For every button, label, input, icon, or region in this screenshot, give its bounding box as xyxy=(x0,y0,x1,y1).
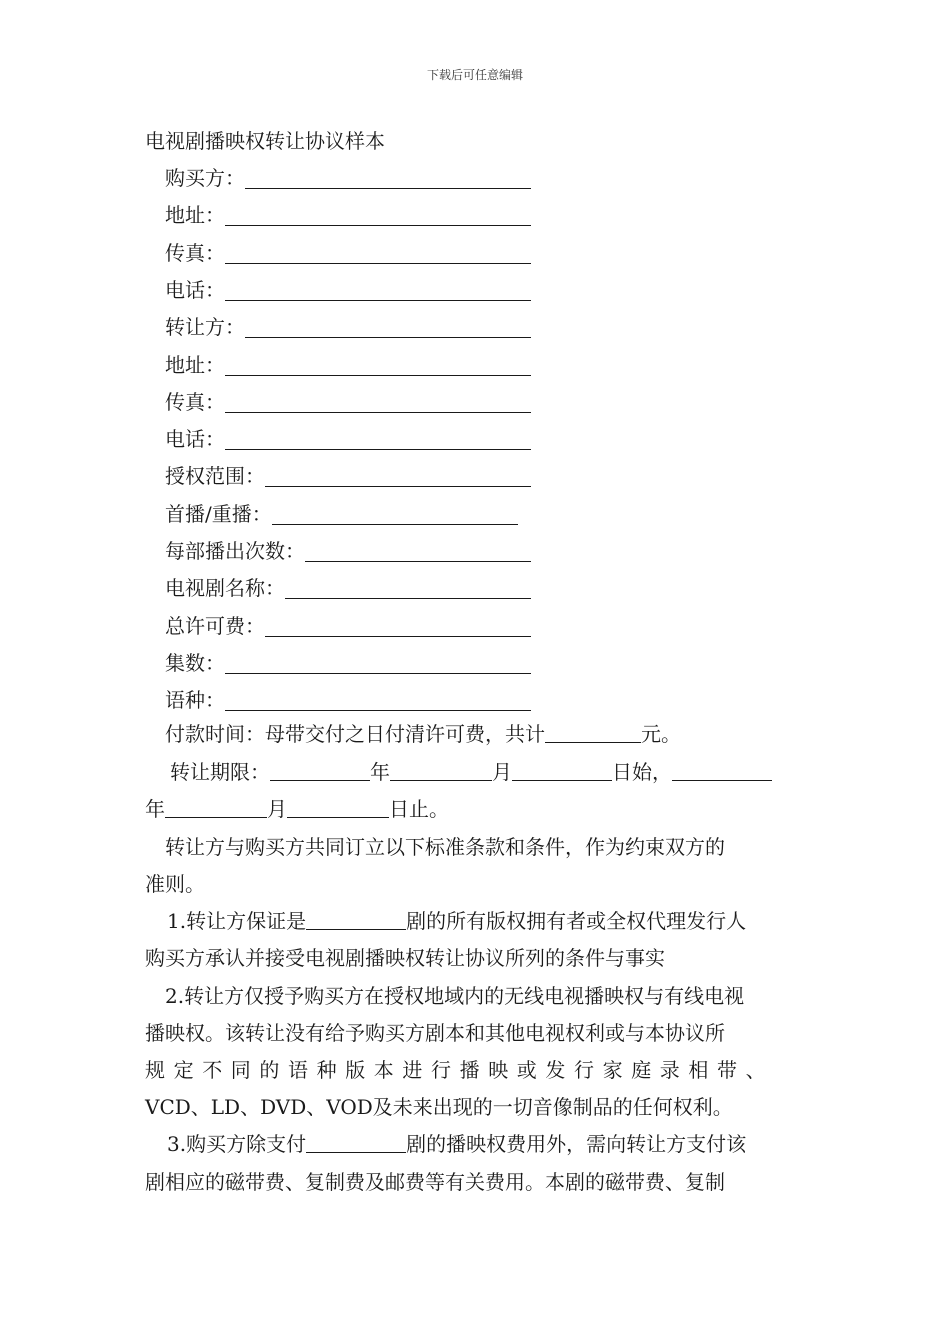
form-field-blank[interactable] xyxy=(225,392,531,413)
clause-3-text-b: 剧的播映权费用外，需向转让方支付该 xyxy=(406,1132,747,1156)
form-field-blank[interactable] xyxy=(225,355,531,376)
intro-line-1: 转让方与购买方共同订立以下标准条款和条件，作为约束双方的 xyxy=(165,835,725,859)
form-field-row xyxy=(165,349,531,378)
form-field-blank[interactable] xyxy=(285,578,531,599)
document-title: 电视剧播映权转让协议样本 xyxy=(145,129,385,153)
form-field-row xyxy=(165,237,531,266)
form-field-label: 地址： xyxy=(165,203,225,228)
form-field-label: 购买方： xyxy=(165,166,245,190)
form-field-blank[interactable] xyxy=(225,280,531,301)
clause-1-text-a: 1.转让方保证是 xyxy=(167,909,307,933)
form-field-row xyxy=(165,647,531,676)
form-field-row xyxy=(165,423,531,452)
period-month: 月 xyxy=(492,760,512,784)
form-field-label: 授权范围： xyxy=(165,464,265,489)
start-month-blank[interactable] xyxy=(390,762,492,781)
form-field-label: 首播/重播： xyxy=(165,501,272,526)
form-field-label: 每部播出次数： xyxy=(165,539,305,563)
period-label: 转让期限： xyxy=(170,760,270,784)
form-field-blank[interactable] xyxy=(265,466,531,487)
end-day-blank[interactable] xyxy=(287,799,389,818)
intro-line-2: 准则。 xyxy=(145,872,205,896)
form-field-row xyxy=(165,162,531,191)
form-field-label: 电视剧名称： xyxy=(165,576,285,601)
clause-1-blank[interactable] xyxy=(306,911,406,930)
end-month-blank[interactable] xyxy=(165,799,267,818)
clause-2-line-1: 2.转让方仅授予购买方在授权地域内的无线电视播映权与有线电视 xyxy=(165,984,745,1008)
form-field-label: 传真： xyxy=(165,389,225,414)
form-field-blank[interactable] xyxy=(245,168,531,189)
clause-2-line-3 xyxy=(145,1054,821,1083)
clause-3-blank[interactable] xyxy=(306,1134,406,1153)
form-field-blank[interactable] xyxy=(265,616,531,637)
end-year-blank[interactable] xyxy=(672,762,772,781)
payment-line xyxy=(165,718,681,747)
form-field-row xyxy=(165,311,531,340)
form-field-label: 总许可费： xyxy=(165,613,265,638)
period-year: 年 xyxy=(370,760,390,784)
form-field-label: 地址： xyxy=(165,352,225,377)
form-field-blank[interactable] xyxy=(225,429,531,450)
form-field-row xyxy=(165,610,531,639)
clause-3-line-2: 剧相应的磁带费、复制费及邮费等有关费用。本剧的磁带费、复制 xyxy=(145,1170,725,1194)
payment-amount-blank[interactable] xyxy=(545,724,641,743)
clause-3-text-a: 3.购买方除支付 xyxy=(167,1132,307,1156)
form-field-label: 集数： xyxy=(165,650,225,675)
form-field-row xyxy=(165,498,518,527)
form-field-row xyxy=(165,460,531,489)
form-field-label: 电话： xyxy=(165,427,225,452)
clause-1-line-1 xyxy=(167,905,746,934)
form-field-label: 转让方： xyxy=(165,315,245,340)
form-field-blank[interactable] xyxy=(305,541,531,562)
form-field-row xyxy=(165,274,531,303)
form-field-row xyxy=(165,199,531,228)
form-field-blank[interactable] xyxy=(225,690,531,711)
form-field-row xyxy=(165,386,531,415)
form-field-label: 电话： xyxy=(165,277,225,302)
form-field-blank[interactable] xyxy=(225,653,531,674)
start-year-blank[interactable] xyxy=(270,762,370,781)
form-field-row xyxy=(165,535,531,564)
clause-1-line-2: 购买方承认并接受电视剧播映权转让协议所列的条件与事实 xyxy=(145,946,665,970)
form-field-blank[interactable] xyxy=(225,243,531,264)
start-day-blank[interactable] xyxy=(512,762,612,781)
period-line-2 xyxy=(145,793,449,822)
form-field-row xyxy=(165,572,531,601)
period-line-1 xyxy=(170,756,772,785)
form-field-row xyxy=(165,684,531,713)
clause-2-line-4: VCD、LD、DVD、VOD及未来出现的一切音像制品的任何权利。 xyxy=(145,1095,733,1119)
period-year2: 年 xyxy=(145,797,165,821)
payment-text: 付款时间：母带交付之日付清许可费，共计 xyxy=(165,722,545,746)
clause-3-line-1 xyxy=(167,1128,746,1157)
page-header-note: 下载后可任意编辑 xyxy=(426,68,523,82)
period-month2: 月 xyxy=(267,797,287,821)
form-field-blank[interactable] xyxy=(245,317,531,338)
form-field-label: 传真： xyxy=(165,240,225,265)
payment-unit: 元。 xyxy=(641,722,681,746)
form-field-label: 语种： xyxy=(165,688,225,713)
period-start: 日始， xyxy=(612,760,672,784)
clause-1-text-b: 剧的所有版权拥有者或全权代理发行人 xyxy=(406,909,747,933)
form-field-blank[interactable] xyxy=(272,504,518,525)
clause-2-line-2: 播映权。该转让没有给予购买方剧本和其他电视权利或与本协议所 xyxy=(145,1021,725,1045)
period-end: 日止。 xyxy=(389,797,449,821)
clause-2-line-3-text: 规定不同的语种版本进行播映或发行家庭录相带、 xyxy=(145,1058,775,1082)
form-field-blank[interactable] xyxy=(225,205,531,226)
